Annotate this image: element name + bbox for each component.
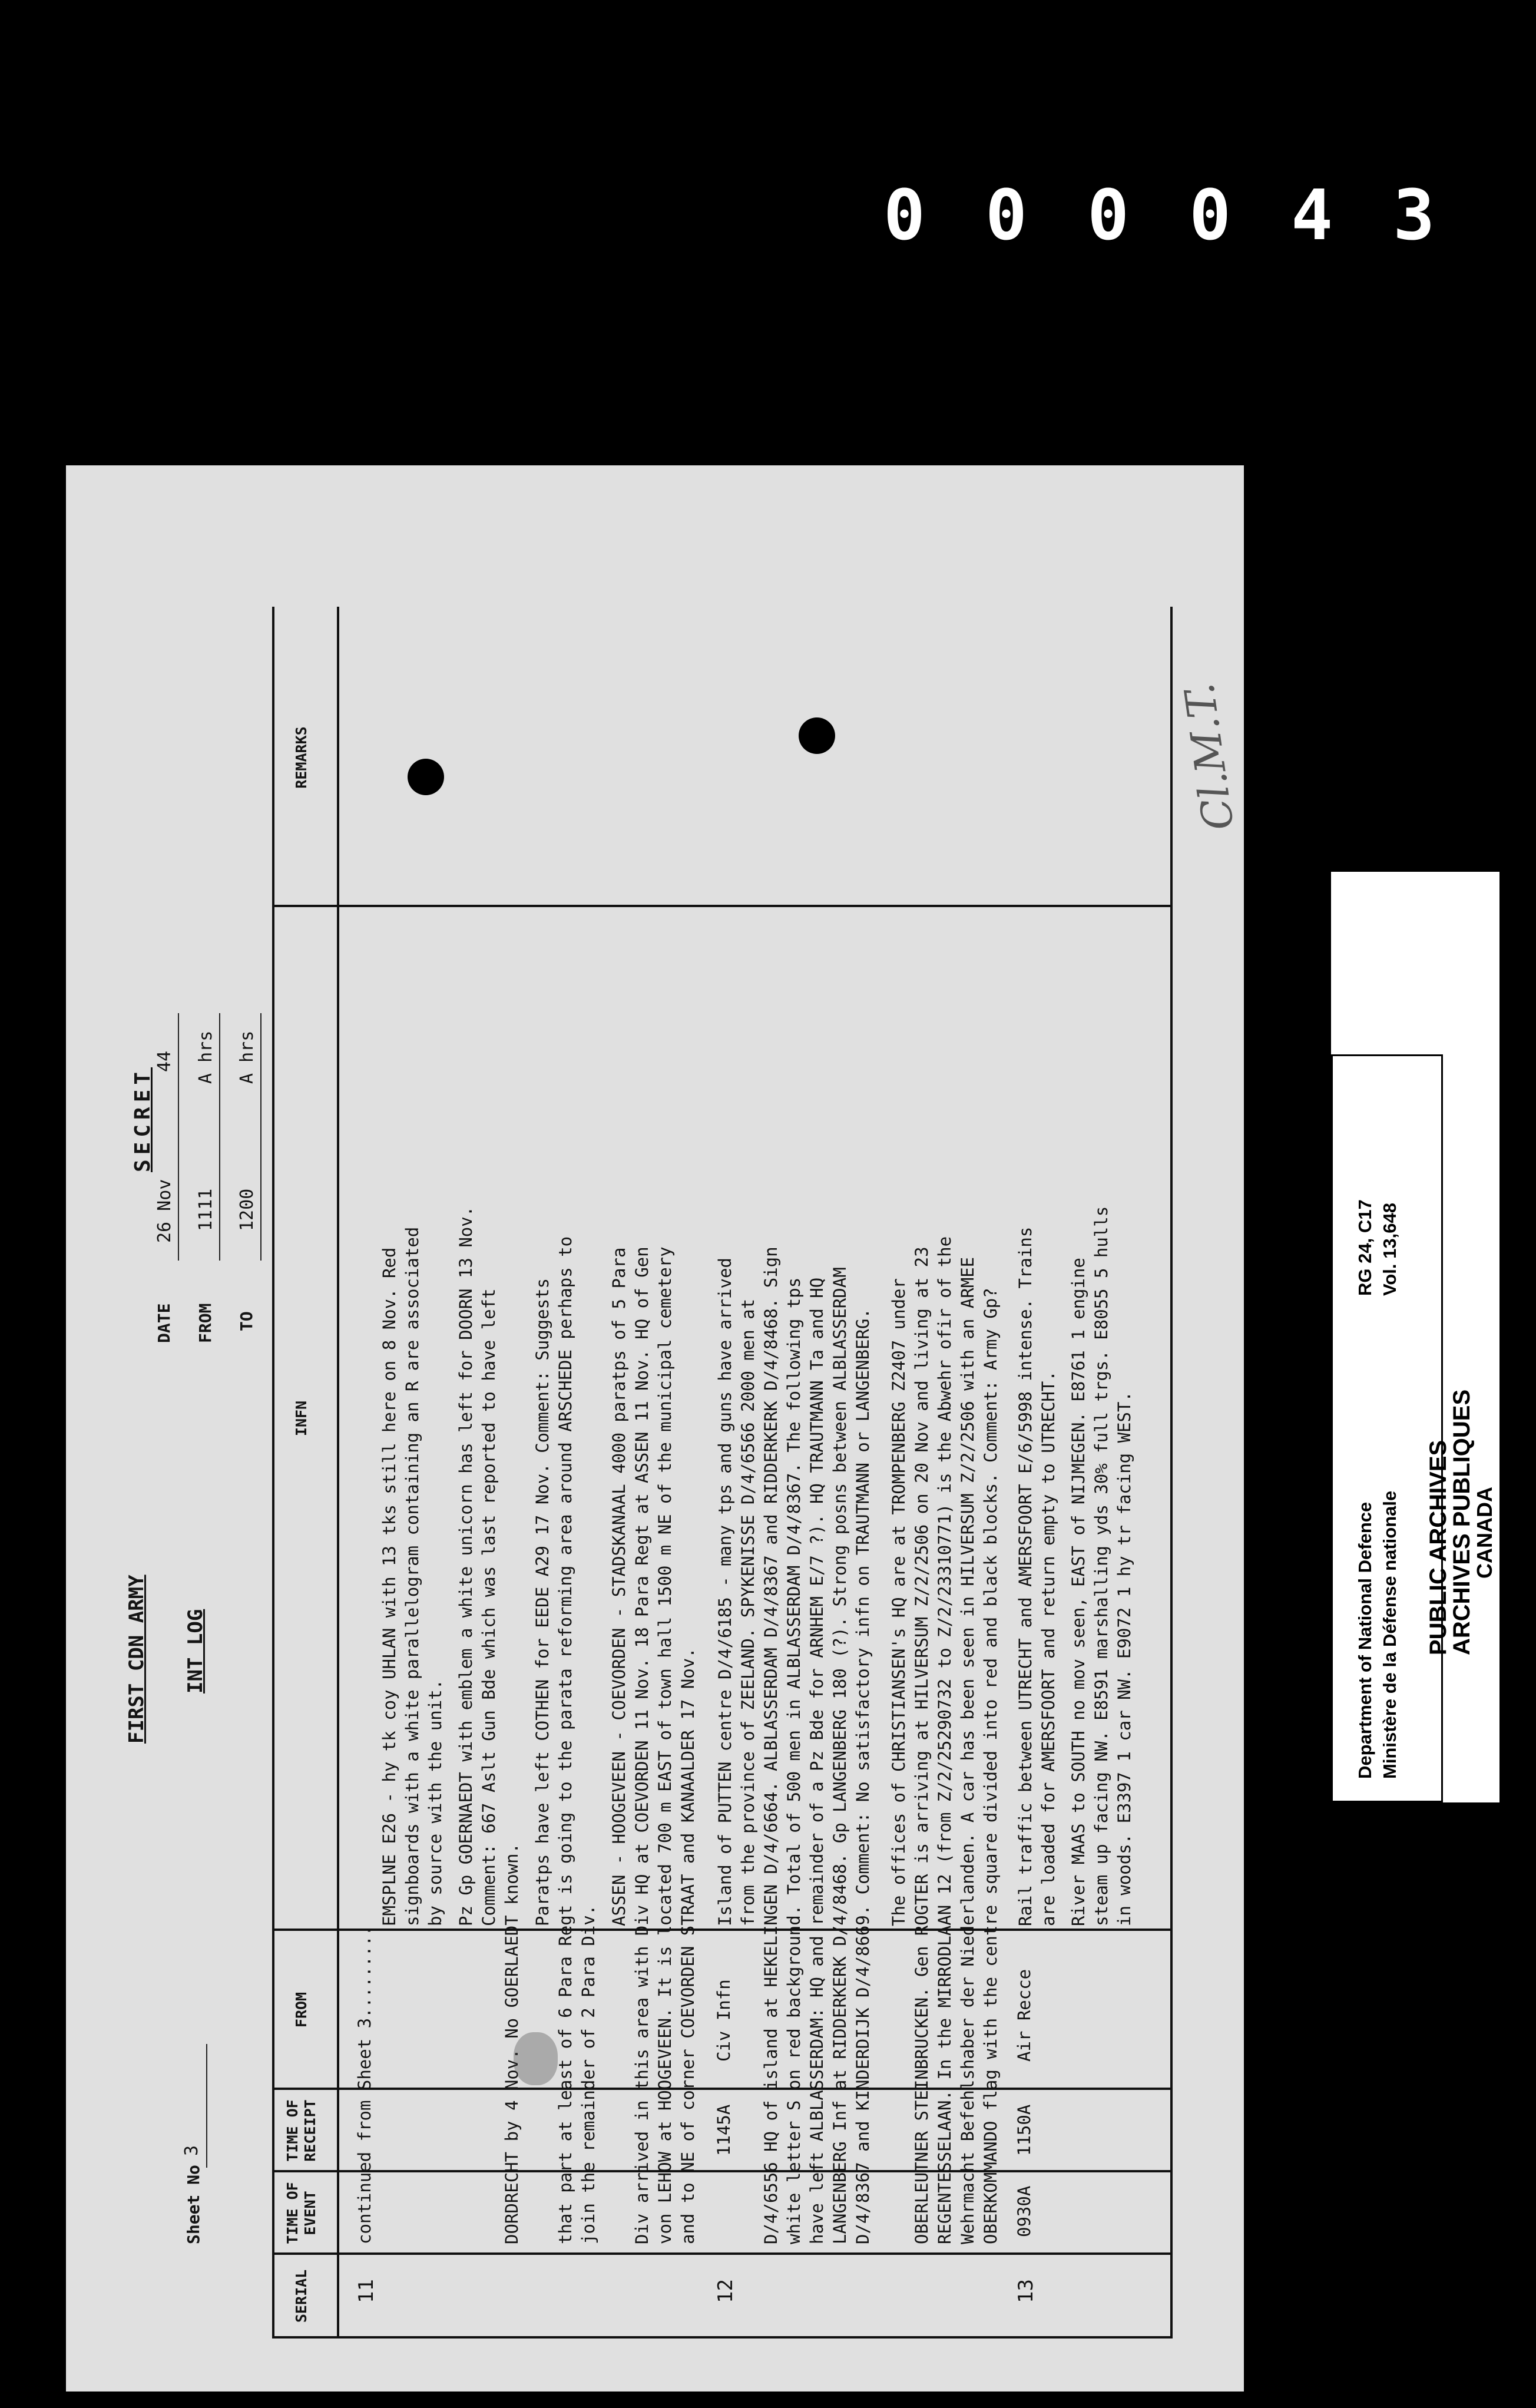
text-line: Island of PUTTEN centre D/4/6185 - many tps and guns have arrived — [715, 1258, 735, 1926]
text-line: in woods. E3397 1 car NW. E9072 1 hy tr facing WEST. — [1114, 1391, 1134, 1926]
text-line: The offices of CHRISTIANSEN's HQ are at TROMPENBERG Z2407 under — [889, 1278, 909, 1926]
column-header-line: TIME OF — [284, 2099, 301, 2162]
column-header-line: RECEIPT — [302, 2099, 319, 2162]
table-left-border — [272, 2336, 1170, 2338]
date-value: 26 Nov — [154, 1179, 175, 1243]
document-sheet — [66, 465, 1244, 2392]
from-value: 1111 — [196, 1188, 216, 1231]
column-header-line: EVENT — [302, 2191, 319, 2235]
entry-12-from: Civ Infn — [714, 1979, 734, 2062]
record-group: RG 24, C17 — [1355, 1199, 1375, 1296]
department-french: Ministère de la Défense nationale — [1379, 1490, 1400, 1779]
text-line: Rail traffic between UTRECHT and AMERSFOORT E/6/5998 intense. Trains — [1015, 1226, 1035, 1926]
entry-13-paragraph-2 — [1067, 1206, 1136, 2244]
text-line: Paratps have left COTHEN for EEDE A29 17 Nov. Comment: Suggests — [532, 1278, 552, 1926]
table-top-border — [272, 607, 274, 2338]
entry-11-continuation: continued from Sheet 3......... — [355, 1925, 375, 2244]
text-line: Comment: 667 Aslt Gun Bde which was last reported to have left — [479, 1288, 499, 1926]
text-line: von LEHOW at HOOGEVEEN. It is located 700 m EAST of town hall 1500 m NE of the municipal cemetery — [655, 1246, 675, 2244]
from-label: FROM — [196, 1303, 215, 1343]
entry-11-paragraph-4 — [608, 1246, 700, 2244]
date-extra: 44 — [154, 1050, 175, 1072]
document-subtitle: INT LOG — [184, 1609, 207, 1693]
text-line: from the province of ZEELAND. SPYKENISSE D/4/6566 2000 men at — [738, 1298, 758, 1926]
text-line: steam up facing NW. E8591 marshalling yds 30% full trgs. E8055 5 hulls — [1091, 1206, 1111, 1926]
to-label: TO — [237, 1311, 256, 1331]
text-line: signboards with a white parallelogram containing an R are associated — [402, 1226, 422, 1926]
text-line: by source with the unit. — [425, 1679, 445, 1926]
column-header-line: TIME OF — [284, 2182, 301, 2244]
text-line: LANGENBERG Inf at RIDDERKERK D/4/8468. Gp LANGENBERG 180 (?). Strong posns between ALBLASSERDAM — [830, 1267, 850, 2244]
sheet-number: 3 — [181, 2145, 202, 2156]
to-hours: A hrs — [237, 1030, 257, 1084]
serial-12: 12 — [714, 2279, 737, 2303]
entry-12-paragraph-2 — [888, 1236, 1002, 2244]
date-label: DATE — [154, 1303, 174, 1343]
column-header-serial: SERIAL — [293, 2269, 310, 2323]
ink-blot — [514, 2032, 558, 2085]
table-bottom-border — [1170, 607, 1173, 2338]
to-line — [260, 1013, 261, 1261]
text-line: EMSPLNE E26 - hy tk coy UHLAN with 13 tks still here on 8 Nov. Red — [379, 1247, 399, 1926]
archives-english: PUBLIC ARCHIVES — [1425, 1440, 1451, 1655]
column-header-infn: INFN — [293, 1400, 310, 1437]
column-header-time-of-receipt — [284, 2090, 319, 2171]
date-line — [178, 1013, 179, 1261]
classification-stamp: SECRET — [131, 1067, 155, 1172]
text-line: D/4/6556 HQ of island at HEKELINGEN D/4/6664. ALBLASSERDAM D/4/8367 and RIDDERKERK D/4/8468. Sign — [761, 1246, 781, 2244]
table-header-divider — [337, 607, 339, 2338]
column-header-remarks: REMARKS — [293, 726, 310, 789]
volume-number: Vol. 13,648 — [1379, 1203, 1400, 1296]
text-line: OBERKOMMANDO flag with the centre square divided into red and black blocks. Comment: Army Gp? — [981, 1288, 1001, 2244]
handwritten-initials: Cl.M.T. — [1174, 680, 1244, 833]
punch-hole — [799, 717, 835, 754]
from-hours: A hrs — [196, 1030, 216, 1084]
text-line: OBERLEUTNER STEINBRUCKEN. Gen ROGTER is arriving at HILVERSUM Z/2/2506 on 20 Nov and living at 23 — [912, 1246, 932, 2244]
text-line: Div arrived in this area with Div HQ at COEVORDEN 11 Nov. 18 Para Regt at ASSEN 11 Nov. HQ of Gen — [632, 1246, 652, 2244]
text-line: are loaded for AMERSFOORT and return empty to UTRECHT. — [1038, 1371, 1058, 1926]
text-line: River MAAS to SOUTH no mov seen, EAST of NIJMEGEN. E8761 1 engine — [1068, 1258, 1088, 1926]
column-divider — [272, 905, 1170, 907]
to-value: 1200 — [237, 1188, 257, 1231]
text-line: white letter S on red background. Total of 500 men in ALBLASSERDAM D/4/8367. The following tps — [784, 1277, 804, 2244]
country: CANADA — [1472, 1487, 1497, 1579]
entry-12-time-of-receipt: 1145A — [714, 2104, 734, 2156]
text-line: and to NE of corner COEVORDEN STRAAT and KANAALDER 17 Nov. — [678, 1648, 698, 2244]
serial-11: 11 — [355, 2279, 378, 2303]
entry-13-time-of-event: 0930A — [1014, 2185, 1034, 2237]
text-line: have left ALBLASSERDAM: HQ and remainder of a Pz Bde for ARNHEM E/7 ?). HQ TRAUTMANN Ta and HQ — [807, 1277, 827, 2244]
entry-12-paragraph-1 — [714, 1246, 875, 2244]
entry-11-paragraph-2 — [455, 1206, 524, 2244]
punch-hole — [408, 759, 444, 795]
text-line: D/4/8367 and KINDERDIJK D/4/8669. Comment: No satisfactory infn on TRAUTMANN or LANGENBERG. — [853, 1308, 873, 2244]
entry-13-time-of-receipt: 1150A — [1014, 2104, 1034, 2156]
sheet-label: Sheet No — [184, 2165, 203, 2244]
column-header-time-of-event — [284, 2172, 319, 2254]
text-line: ASSEN - HOOGEVEEN - COEVORDEN - STADSKANAAL 4000 paratps of 5 Para — [609, 1247, 629, 1926]
archives-french: ARCHIVES PUBLIQUES — [1449, 1389, 1475, 1655]
entry-11-paragraph-1 — [378, 1227, 447, 2244]
entry-13-from: Air Recce — [1014, 1969, 1034, 2062]
text-line: DORDRECHT by 4 Nov. No GOERLAEDT known. — [502, 1843, 522, 2244]
text-line: Wehrmacht Befehlshaber der Niederlanden. A car has been seen in HILVERSUM Z/2/2506 with an ARMEE — [958, 1256, 978, 2244]
document-content — [66, 465, 1244, 2392]
entry-11-paragraph-3 — [531, 1236, 600, 2244]
archival-stamp — [1331, 872, 1499, 1802]
serial-13: 13 — [1014, 2279, 1038, 2303]
frame-number: 000043 — [883, 174, 1495, 256]
text-line: join the remainder of 2 Para Div. — [578, 1904, 598, 2244]
column-header-from: FROM — [293, 1992, 310, 2028]
department-english: Department of National Defence — [1355, 1501, 1375, 1779]
from-line — [219, 1013, 220, 1261]
entry-13-paragraph-1 — [1014, 1227, 1060, 2244]
archival-stamp-content — [1331, 872, 1499, 1802]
sheet-number-line — [206, 2044, 207, 2168]
text-line: REGENTESSELAAN. In the MIRRODLAAN 12 (from Z/2/25290732 to Z/2/23310771) is the Abwehr ofir of the — [935, 1236, 955, 2244]
text-line: that part at least of 6 Para Regt is going to the parata reforming area around ARSCHEDE perhaps to — [555, 1236, 575, 2244]
column-divider — [272, 2252, 1170, 2255]
text-line: Pz Gp GOERNAEDT with emblem a white unicorn has left for DOORN 13 Nov. — [456, 1206, 476, 1926]
document-title: FIRST CDN ARMY — [125, 1575, 148, 1744]
